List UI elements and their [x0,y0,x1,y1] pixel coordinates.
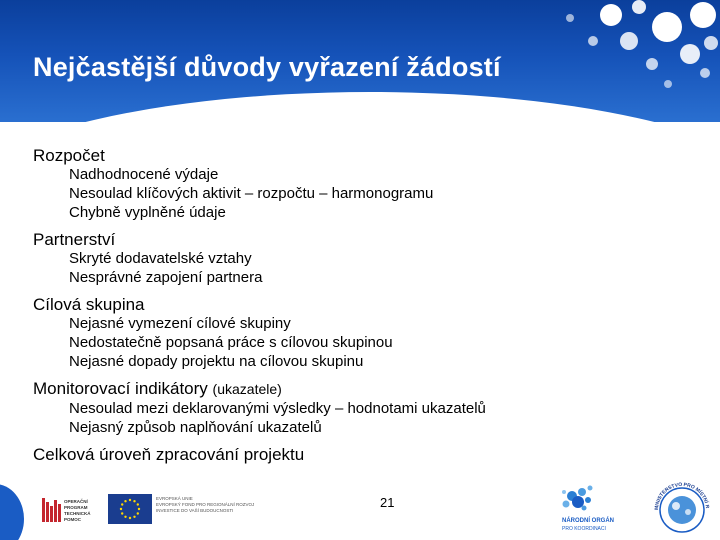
eu-star-icon [124,516,126,518]
header-wave [0,92,720,122]
eu-star-icon [133,516,135,518]
list-item: Nedostatečně popsaná práce s cílovou skupinou [69,334,393,351]
section-title: Cílová skupina [33,295,145,314]
list-item: Chybně vyplněné údaje [69,204,226,221]
section-overall [33,445,693,464]
list-item: Nejasné vymezení cílové skupiny [69,315,291,332]
mmr-logo-text: MINISTERSTVO PRO MÍSTNÍ R [653,482,710,511]
section-note: (ukazatele) [212,381,282,397]
slide-content [33,146,693,472]
eu-star-icon [120,508,122,510]
list-item: Nesprávné zapojení partnera [69,269,263,286]
eu-text-line: EVROPSKÝ FOND PRO REGIONÁLNÍ ROZVOJ [156,502,255,507]
list-item: Nejasné dopady projektu na cílovou skupinu [69,353,364,370]
list-item: Nesoulad mezi deklarovanými výsledky – hodnotami ukazatelů [69,400,486,417]
page-number: 21 [380,495,395,510]
list-item: Nesoulad klíčových aktivit – rozpočtu – harmonogramu [69,185,434,202]
slide-title: Nejčastější důvody vyřazení žádostí [33,52,501,82]
decorative-dot [566,14,574,22]
decorative-dot [704,36,718,50]
decorative-dot [690,2,716,28]
nok-logo [552,480,638,536]
slide-header [0,0,720,122]
decorative-dot [680,44,700,64]
mmr-logo [648,482,716,538]
eu-star-icon [129,499,131,501]
eu-star-icon [137,512,139,514]
eu-star-icon [137,503,139,505]
section-title: Celková úroveň zpracování projektu [33,445,305,464]
eu-star-icon [124,500,126,502]
eu-flag-icon [108,494,152,524]
eu-text-line: EVROPSKÁ UNIE [156,496,193,501]
eu-star-icon [121,503,123,505]
op-logo-line: POMOC [64,517,82,522]
section-target-group [33,295,693,371]
section-partnership [33,230,693,287]
section-title: Partnerství [33,230,116,249]
nok-logo-line: PRO KOORDINACI [562,526,606,532]
section-budget [33,146,693,222]
eu-star-icon [133,500,135,502]
slide-footer [0,478,720,540]
section-title: Rozpočet [33,146,105,165]
decorative-dot [652,12,682,42]
section-title: Monitorovací indikátory (ukazatele) [33,379,282,398]
decorative-dot [600,4,622,26]
eu-text-line: INVESTICE DO VAŠÍ BUDOUCNOSTI [156,508,234,513]
op-logo-line: TECHNICKÁ [64,511,91,516]
nok-logo-line: NÁRODNÍ ORGÁN [562,518,614,524]
eu-star-icon [121,512,123,514]
op-logo-line: OPERAČNÍ [64,499,88,504]
decorative-dot [664,80,672,88]
list-item: Nadhodnocené výdaje [69,166,219,183]
decorative-dot [632,0,646,14]
decorative-dot [700,68,710,78]
eu-star-icon [138,508,140,510]
decorative-dot [646,58,658,70]
eu-text [156,496,266,514]
op-logo [40,494,100,526]
decorative-arc [0,484,24,540]
list-item: Nejasný způsob naplňování ukazatelů [69,419,322,436]
eu-star-icon [129,517,131,519]
list-item: Skryté dodavatelské vztahy [69,250,252,267]
op-logo-line: PROGRAM [64,505,88,510]
decorative-dot [620,32,638,50]
decorative-dot [588,36,598,46]
section-indicators [33,379,693,437]
